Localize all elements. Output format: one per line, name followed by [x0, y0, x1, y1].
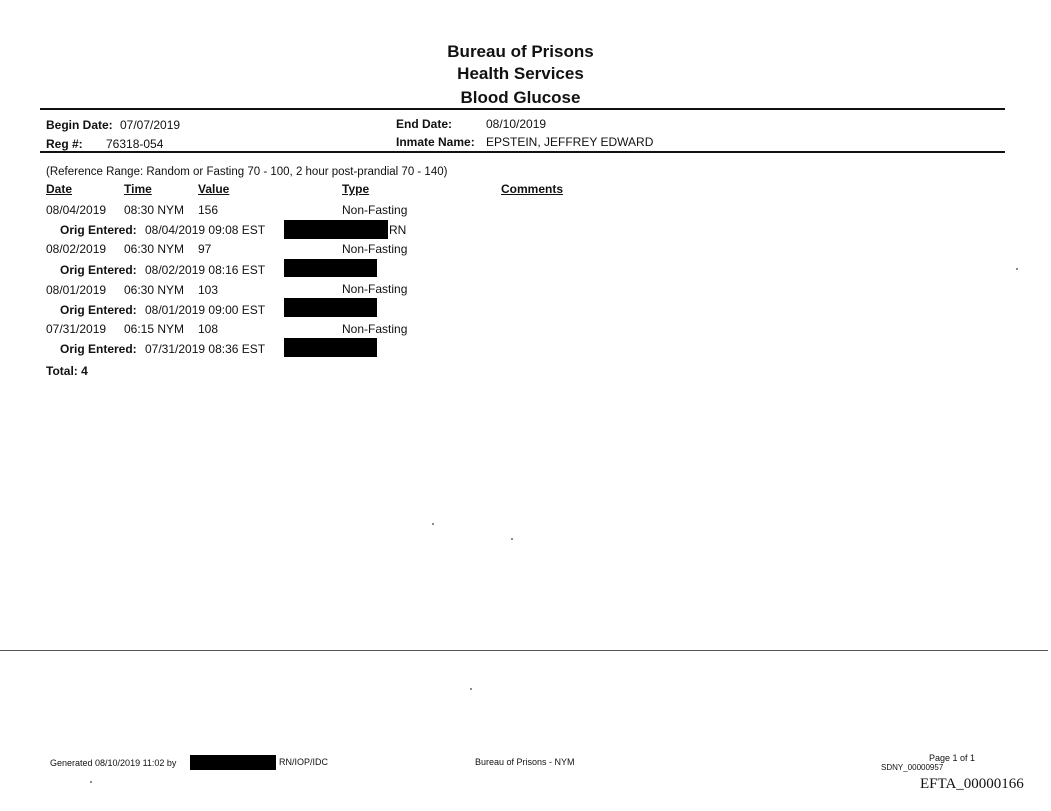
row-type: Non-Fasting [342, 322, 408, 336]
row-time: 06:15 NYM [124, 322, 185, 336]
total-count: Total: 4 [46, 364, 88, 378]
orig-entered-label: Orig Entered: [60, 223, 137, 237]
end-date-label: End Date: [396, 117, 453, 131]
row-time: 06:30 NYM [124, 242, 185, 256]
header-rule-top [40, 108, 1005, 110]
inmate-name-value: EPSTEIN, JEFFREY EDWARD [486, 135, 654, 149]
reg-number-value: 76318-054 [106, 137, 164, 151]
scan-speck [470, 688, 472, 690]
orig-entered-label: Orig Entered: [60, 303, 137, 317]
col-header-comments: Comments [501, 182, 564, 196]
row-type: Non-Fasting [342, 203, 408, 217]
page-divider [0, 650, 1048, 651]
row-value: 103 [198, 283, 219, 297]
redaction-box [284, 298, 377, 317]
reg-number-label: Reg #: [46, 137, 83, 151]
orig-entered-label: Orig Entered: [60, 342, 137, 356]
footer-sdny-number: SDNY_00000957 [881, 763, 944, 772]
row-value: 108 [198, 322, 219, 336]
row-date: 08/02/2019 [46, 242, 107, 256]
redaction-box [284, 220, 388, 239]
orig-entered-value: 08/01/2019 09:00 EST [145, 303, 266, 317]
row-type: Non-Fasting [342, 242, 408, 256]
col-header-date: Date [46, 182, 73, 196]
reference-range: (Reference Range: Random or Fasting 70 - 100, 2 hour post-prandial 70 - 140) [46, 166, 448, 178]
row-date: 07/31/2019 [46, 322, 107, 336]
orig-entered-suffix: RN [389, 223, 407, 237]
footer-center: Bureau of Prisons - NYM [475, 757, 575, 767]
doc-title-agency: Bureau of Prisons [447, 42, 594, 61]
col-header-time: Time [124, 182, 152, 196]
row-value: 156 [198, 203, 219, 217]
redaction-box [190, 755, 276, 770]
doc-title-dept: Health Services [457, 64, 584, 83]
scan-speck [1016, 268, 1018, 270]
scan-speck [432, 523, 434, 525]
footer-efta-number: EFTA_00000166 [920, 776, 1024, 792]
end-date-value: 08/10/2019 [486, 117, 547, 131]
row-type: Non-Fasting [342, 282, 408, 296]
orig-entered-value: 07/31/2019 08:36 EST [145, 342, 266, 356]
row-time: 08:30 NYM [124, 203, 185, 217]
begin-date-label: Begin Date: [46, 118, 113, 132]
col-header-value: Value [198, 182, 230, 196]
header-rule-bottom [40, 151, 1005, 153]
col-header-type: Type [342, 182, 370, 196]
redaction-box [284, 259, 377, 277]
redaction-box [284, 338, 377, 357]
orig-entered-label: Orig Entered: [60, 263, 137, 277]
footer-generated-suffix: RN/IOP/IDC [279, 757, 329, 767]
scan-speck [90, 781, 92, 783]
row-value: 97 [198, 242, 212, 256]
scan-speck [511, 538, 513, 540]
orig-entered-value: 08/02/2019 08:16 EST [145, 263, 266, 277]
row-date: 08/04/2019 [46, 203, 107, 217]
footer-generated: Generated 08/10/2019 11:02 by [50, 758, 177, 768]
row-date: 08/01/2019 [46, 283, 107, 297]
footer-page-number: Page 1 of 1 [929, 753, 976, 763]
begin-date-value: 07/07/2019 [120, 118, 181, 132]
doc-title-report: Blood Glucose [460, 88, 581, 107]
orig-entered-value: 08/04/2019 09:08 EST [145, 223, 266, 237]
row-time: 06:30 NYM [124, 283, 185, 297]
inmate-name-label: Inmate Name: [396, 135, 475, 149]
